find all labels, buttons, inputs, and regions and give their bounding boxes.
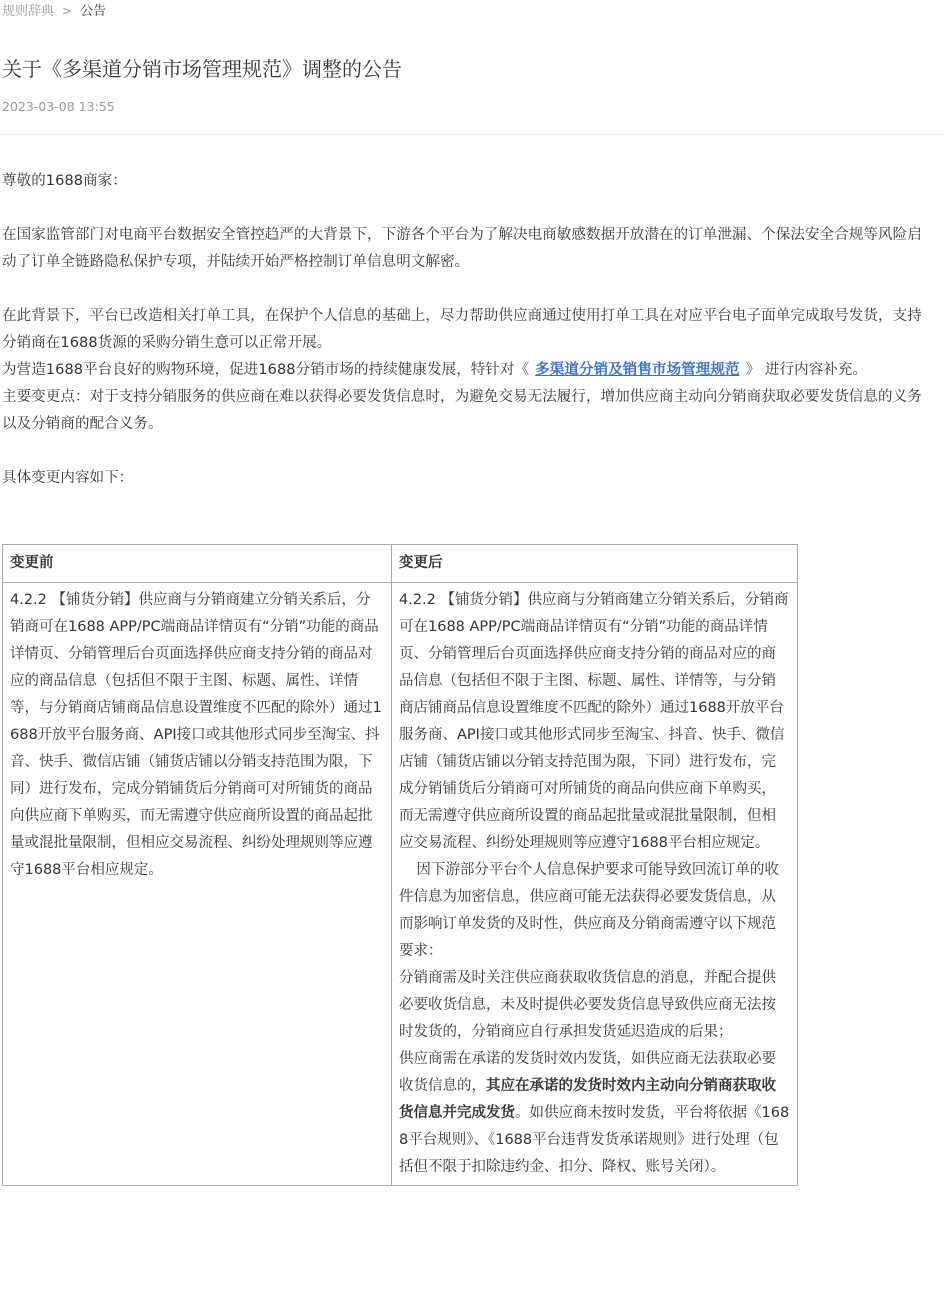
page-title: 关于《多渠道分销市场管理规范》调整的公告 bbox=[2, 57, 402, 81]
after-text-supplier-duty bbox=[399, 1046, 790, 1181]
cell-after bbox=[392, 583, 798, 1186]
paragraph-gap bbox=[2, 276, 932, 303]
paragraph-gap bbox=[2, 438, 932, 465]
table-header-row bbox=[3, 545, 798, 583]
column-header-after: 变更后 bbox=[392, 545, 798, 583]
paragraph-details-intro: 具体变更内容如下： bbox=[2, 470, 134, 486]
after-text-context: 因下游部分平台个人信息保护要求可能导致回流订单的收件信息为加密信息，供应商可能无法获得必要发货信息，从而影响订单发货的及时性，供应商及分销商需遵守以下规范要求： bbox=[399, 862, 779, 959]
paragraph-tool-upgrade: 在此背景下，平台已改造相关打单工具，在保护个人信息的基础上，尽力帮助供应商通过使用打单工具在对应平台电子面单完成取号发货，支持分销商在1688货源的采购分销生意可以正常开展。 bbox=[2, 308, 922, 351]
cell-before bbox=[3, 583, 392, 1186]
column-header-before: 变更前 bbox=[3, 545, 392, 583]
rule-document-link[interactable]: 多渠道分销及销售市场管理规范 bbox=[535, 362, 740, 378]
paragraph-main-changes: 主要变更点：对于支持分销服务的供应商在难以获得必要发货信息时，为避免交易无法履行，增加供应商主动向分销商获取必要发货信息的义务以及分销商的配合义务。 bbox=[2, 389, 922, 432]
supplier-duty-emphasis: 其应在承诺的发货时效内主动向分销商获取收货信息并完成发货 bbox=[399, 1078, 776, 1121]
header-divider bbox=[0, 134, 944, 135]
paragraph-background: 在国家监管部门对电商平台数据安全管控趋严的大背景下，下游各个平台为了解决电商敏感数据开放潜在的订单泄漏、个保法安全合规等风险启动了订单全链路隐私保护专项，并陆续开始严格控制订单信息明文解密。 bbox=[2, 227, 922, 270]
publish-date: 2023-03-08 13:55 bbox=[2, 99, 115, 114]
breadcrumb-parent-link[interactable]: 规则辞典 bbox=[2, 4, 55, 19]
announcement-body bbox=[2, 168, 932, 492]
change-comparison-table bbox=[2, 544, 798, 1186]
paragraph-rule-supplement bbox=[2, 357, 932, 384]
supplier-duty-prefix: 供应商需在承诺的发货时效内发货，如供应商无法获取必要收货信息的， bbox=[399, 1051, 776, 1094]
greeting: 尊敬的1688商家： bbox=[2, 173, 127, 189]
after-text-rule: 4.2.2 【铺货分销】供应商与分销商建立分销关系后，分销商可在1688 APP/PC端商品详情页有“分销”功能的商品详情页、分销管理后台页面选择供应商支持分销的商品对应的商品信息（包括但不限于主图、标题、属性、详情等，与分销商店铺商品信息设置维度不匹配的除外）通过1688开放平台服务商、API接口或其他形式同步至淘宝、抖音、快手、微信店铺（铺货店铺以分销支持范围为限，下同）进行发布，完成分销铺货后分销商可对所铺货的商品向供应商下单购买，而无需遵守供应商所设置的商品起批量或混批量限制，但相应交易流程、纠纷处理规则等应遵守1688平台相应规定。 bbox=[399, 592, 789, 851]
supplier-duty-suffix: 。如供应商未按时发货，平台将依据《1688平台规则》、《1688平台违背发货承诺规则》进行处理（包括但不限于扣除违约金、扣分、降权、账号关闭）。 bbox=[399, 1105, 790, 1175]
paragraph-gap bbox=[2, 195, 932, 222]
paragraph-rule-prefix: 为营造1688平台良好的购物环境，促进1688分销市场的持续健康发展，特针对《 bbox=[2, 362, 530, 378]
breadcrumb-current: 公告 bbox=[80, 4, 107, 19]
after-text-distributor-duty: 分销商需及时关注供应商获取收货信息的消息，并配合提供必要收货信息，未及时提供必要发货信息导致供应商无法按时发货的，分销商应自行承担发货延迟造成的后果； bbox=[399, 970, 776, 1040]
breadcrumb bbox=[2, 2, 106, 21]
breadcrumb-separator: > bbox=[62, 4, 73, 18]
paragraph-rule-suffix: 》 进行内容补充。 bbox=[745, 362, 868, 378]
before-text: 4.2.2 【铺货分销】供应商与分销商建立分销关系后，分销商可在1688 APP/PC端商品详情页有“分销”功能的商品详情页、分销管理后台页面选择供应商支持分销的商品对应的商品信息（包括但不限于主图、标题、属性、详情等，与分销商店铺商品信息设置维度不匹配的除外）通过1688开放平台服务商、API接口或其他形式同步至淘宝、抖音、快手、微信店铺（铺货店铺以分销支持范围为限，下同）进行发布，完成分销铺货后分销商可对所铺货的商品向供应商下单购买，而无需遵守供应商所设置的商品起批量或混批量限制，但相应交易流程、纠纷处理规则等应遵守1688平台相应规定。 bbox=[10, 592, 382, 878]
table-row bbox=[3, 583, 798, 1186]
